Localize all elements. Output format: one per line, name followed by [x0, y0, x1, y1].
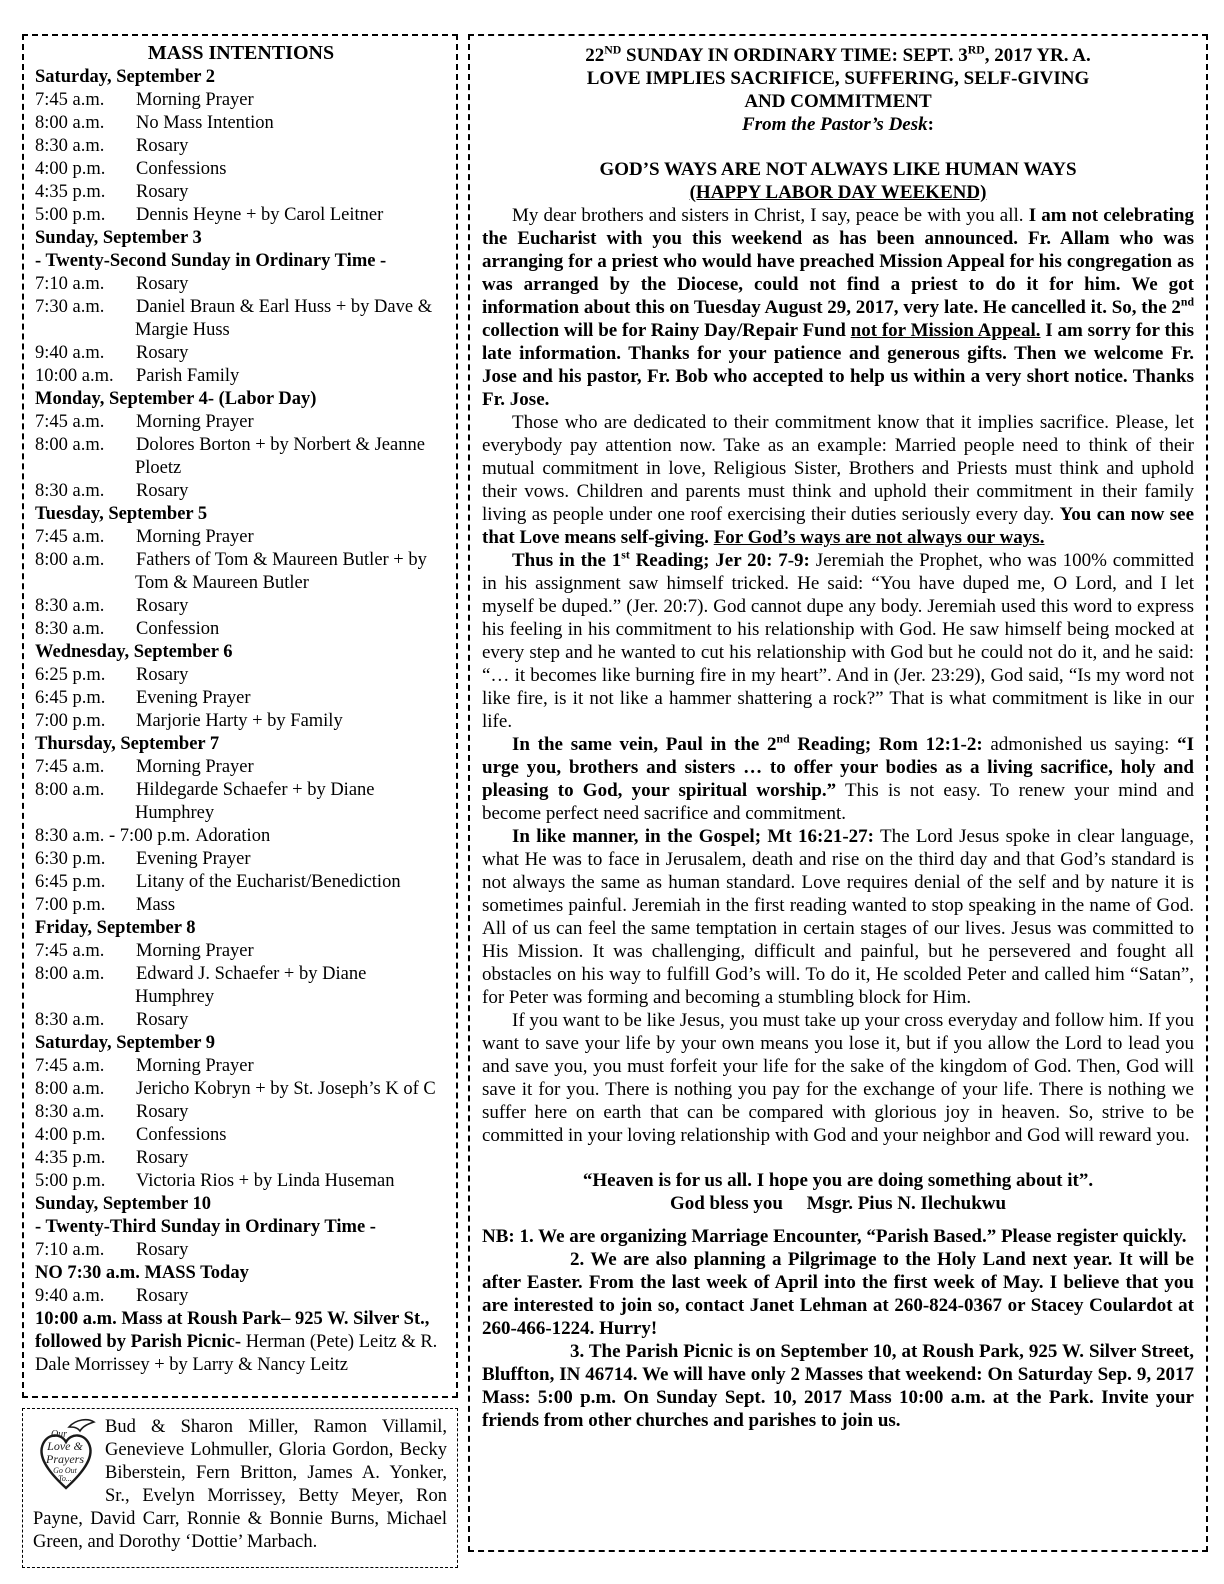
text-segment: From the Pastor’s Desk: [742, 114, 928, 135]
mass-intention-line: [35, 227, 447, 250]
mass-intention-text: Wednesday, September 6: [35, 642, 233, 662]
mass-intention-time: 7:45 a.m.: [35, 527, 105, 547]
mass-intention-time: 8:00 a.m.: [35, 780, 105, 800]
mass-intention-text: No Mass Intention: [136, 113, 274, 133]
mass-intention-time: 9:40 a.m.: [35, 1286, 105, 1306]
pastors-desk-block: [482, 158, 1194, 181]
mass-intention-text: Daniel Braun & Earl Huss + by Dave & Margie Huss: [135, 297, 433, 340]
mass-intention-time: 7:10 a.m.: [35, 1240, 105, 1260]
pastors-desk-block: [482, 181, 1194, 204]
mass-intention-line: [35, 1216, 447, 1239]
pastors-desk-rich-text: [482, 1341, 1194, 1431]
pastors-desk-block: [482, 67, 1194, 90]
mass-intention-time: 6:45 p.m.: [35, 872, 106, 892]
mass-intention-line: [35, 1055, 447, 1078]
pastors-desk-rich-text: [583, 1170, 1093, 1191]
pastors-desk-rich-text: [482, 1010, 1194, 1146]
mass-intention-text: NO 7:30 a.m. MASS Today: [35, 1263, 249, 1283]
left-column: [22, 34, 458, 1568]
mass-intention-time: 6:30 p.m.: [35, 849, 106, 869]
pastors-desk-block: [482, 1225, 1194, 1248]
pastors-desk-panel: [468, 34, 1208, 1552]
logo-text-our: Our: [50, 1429, 68, 1440]
mass-intention-text: - Twenty-Third Sunday in Ordinary Time -: [35, 1217, 376, 1237]
mass-intention-time: 8:30 a.m.: [35, 1102, 105, 1122]
mass-intention-line: [35, 756, 447, 779]
mass-intention-line: [35, 434, 447, 480]
mass-intention-line: [35, 365, 447, 388]
mass-intention-line: [35, 618, 447, 641]
mass-intention-time: 7:10 a.m.: [35, 274, 105, 294]
text-segment: The Lord Jesus spoke in clear language, what He was to face in Jerusalem, death and rise on the third day and that God’s standard is not always the same as human standard. Love requires denial of the self and by nature it is sometimes painful. Jeremiah in the first reading wanted to stop speaking in the name of God. All of us can feel the same temptation in certain stages of our lives. Jesus was committed to His Mission. It was challenging, difficult and painful, but he persevered and fought all obstacles on his way to fulfill God’s will. To do it, He scolded Peter and called him “Satan”, for Peter was forming and becoming a stumbling block for Him.: [482, 826, 1194, 1008]
mass-intention-time: 4:35 p.m.: [35, 182, 106, 202]
mass-intention-text: Jericho Kobryn + by St. Joseph’s K of C: [136, 1079, 436, 1099]
mass-intention-text: Rosary: [136, 665, 189, 685]
text-segment: 3. The Parish Picnic is on September 10, at Roush Park, 925 W. Silver Street, Bluffton, IN 46714. We will have only 2 Masses that weekend: On Saturday Sep. 9, 2017 Mass: 5:00 p.m. On Sunday Sept. 10, 2017 Mass 10:00 a.m. at the Park. Invite your friends from other churches and parishes to join us.: [482, 1341, 1194, 1431]
mass-intention-line: [35, 181, 447, 204]
mass-intention-text: Confessions: [136, 159, 227, 179]
mass-intention-time: 6:45 p.m.: [35, 688, 106, 708]
mass-intention-line: [35, 1170, 447, 1193]
mass-intention-text: Confession: [136, 619, 220, 639]
mass-intention-line: [35, 687, 447, 710]
pastors-desk-block: [482, 549, 1194, 733]
mass-intention-line: [35, 894, 447, 917]
mass-intention-text: Tuesday, September 5: [35, 504, 208, 524]
mass-intention-text: Rosary: [136, 1240, 189, 1260]
mass-intention-line: [35, 1101, 447, 1124]
text-segment: In like manner, in the Gospel; Mt 16:21-27:: [512, 826, 874, 847]
prayer-names-text: Bud & Sharon Miller, Ramon Villamil, Genevieve Lohmuller, Gloria Gordon, Becky Biberstein, Fern Britton, James A. Yonker, Sr., Evelyn Morrissey, Betty Meyer, Ron Payne, David Carr, Ronnie & Bonnie Burns, Michael Green, and Dorothy ‘Dottie’ Marbach.: [33, 1417, 447, 1552]
mass-intention-text: Rosary: [136, 1148, 189, 1168]
mass-intention-line: [35, 89, 447, 112]
text-segment: not for Mission Appeal.: [850, 320, 1041, 341]
text-segment: Reading; Jer 20: 7-9:: [629, 550, 810, 571]
mass-intention-line: [35, 526, 447, 549]
mass-intention-time: 8:30 a.m.: [35, 1010, 105, 1030]
mass-intention-text: Monday, September 4- (Labor Day): [35, 389, 317, 409]
text-segment: I am sorry for this late information. Thanks for your patience and generous gifts. Then we welcome Fr. Jose and his pastor, Fr. Bob who accepted to help us within a very short notice. Thanks Fr. Jose.: [482, 320, 1195, 410]
mass-intention-text: Saturday, September 9: [35, 1033, 216, 1053]
text-segment: 2. We are also planning a Pilgrimage to the Holy Land next year. It will be after Easter. From the last week of April into the first week of May. I believe that you are interested to join so, contact Janet Lehman at 260-824-0367 or Stacey Coulardot at 260-466-1224. Hurry!: [482, 1249, 1194, 1339]
mass-intention-text: Sunday, September 10: [35, 1194, 211, 1214]
mass-intention-time: 7:45 a.m.: [35, 412, 105, 432]
text-segment: nd: [776, 732, 790, 746]
mass-intention-line: [35, 641, 447, 664]
mass-intention-line: [35, 1124, 447, 1147]
mass-intention-line: [35, 480, 447, 503]
mass-intention-text: Hildegarde Schaefer + by Diane Humphrey: [135, 780, 375, 823]
text-segment: I am not celebrating the Eucharist with you this weekend as has been announced. Fr. Allam who was arranging for a priest who would have preached Mission Appeal for his congregation as was arranged by the Diocese, could not find a priest to do it for him. We got information about this on Tuesday August 29, 2017, very late. He cancelled it. So, the 2: [482, 205, 1194, 318]
pastors-desk-block: [482, 1169, 1194, 1192]
mass-intention-time: 8:00 a.m.: [35, 550, 105, 570]
text-segment: ND: [604, 43, 622, 57]
mass-intention-line: [35, 733, 447, 756]
pastors-desk-rich-text: [599, 159, 1076, 180]
mass-intention-time: 6:25 p.m.: [35, 665, 106, 685]
text-segment: In the same vein, Paul in the 2: [512, 734, 777, 755]
mass-intention-line: [35, 1009, 447, 1032]
mass-intention-time: 7:30 a.m.: [35, 297, 105, 317]
text-segment: If you want to be like Jesus, you must take up your cross everyday and follow him. If you want to save your life by your own means you lose it, but if you allow the Lord to lead you and save you, you must forfeit your life for the sake of the kingdom of God. Then, God will save it for you. There is nothing you pay for the exchange of your life. There is nothing we suffer here on earth that can be compared with glorious joy in heaven. So, strive to be committed in your loving relationship with God and your neighbor and God will reward you.: [482, 1010, 1194, 1146]
mass-intention-text: Dolores Borton + by Norbert & Jeanne Ploetz: [135, 435, 425, 478]
mass-intention-time: 4:35 p.m.: [35, 1148, 106, 1168]
mass-intention-line: [35, 917, 447, 940]
mass-intention-rich-text: [35, 1309, 437, 1375]
pastors-desk-rich-text: [482, 205, 1194, 410]
mass-intention-text: Adoration: [195, 826, 271, 846]
text-segment: Herman (Pete) Leitz & R. Dale Morrissey + by Larry & Nancy Leitz: [35, 1332, 438, 1375]
pastors-desk-rich-text: [585, 45, 1090, 66]
pastors-desk-block: [482, 44, 1194, 67]
dove-swoosh-icon: [69, 1420, 94, 1431]
mass-intention-text: Rosary: [136, 481, 189, 501]
logo-text-prayers: Prayers: [46, 1452, 84, 1466]
mass-intention-line: [35, 388, 447, 411]
text-segment: My dear brothers and sisters in Christ, I say, peace be with you all.: [512, 205, 1029, 226]
mass-intention-line: [35, 1032, 447, 1055]
mass-intention-text: Rosary: [136, 1102, 189, 1122]
mass-intention-text: Parish Family: [136, 366, 240, 386]
text-segment: nd: [1180, 295, 1194, 309]
mass-intention-line: [35, 1193, 447, 1216]
mass-intention-text: Mass: [136, 895, 176, 915]
mass-intention-time: 7:00 p.m.: [35, 895, 106, 915]
mass-intention-time: 10:00 a.m.: [35, 366, 114, 386]
mass-intention-time: 8:30 a.m.: [35, 481, 105, 501]
pastors-desk-rich-text: [482, 550, 1194, 732]
mass-intention-line: [35, 940, 447, 963]
mass-intention-text: Rosary: [136, 274, 189, 294]
mass-intention-text: - Twenty-Second Sunday in Ordinary Time -: [35, 251, 387, 271]
text-segment: LOVE IMPLIES SACRIFICE, SUFFERING, SELF-GIVING: [586, 68, 1090, 89]
text-segment: Those who are dedicated to their commitment know that it implies sacrifice. Please, let everybody pay attention now. Take as an example: Married people need to think of their mutual commitment in love, Religious Sister, Brothers and Priests must think and uphold their vows. Children and parents must think and uphold their commitment in their family living as people under one roof exercising their duties seriously every day.: [482, 412, 1194, 525]
logo-text-love: Love &: [47, 1439, 83, 1453]
mass-intention-text: Rosary: [136, 1010, 189, 1030]
pastors-desk-rich-text: [482, 1249, 1194, 1339]
mass-intention-time: 5:00 p.m.: [35, 1171, 106, 1191]
text-segment: 10:00 a.m. Mass at Roush Park– 925 W. Silver St., followed by Parish Picnic-: [35, 1309, 430, 1352]
mass-intention-text: Litany of the Eucharist/Benediction: [136, 872, 401, 892]
mass-intention-time: 4:00 p.m.: [35, 1125, 106, 1145]
mass-intention-line: [35, 273, 447, 296]
pastors-desk-block: [482, 1009, 1194, 1147]
mass-intention-text: Rosary: [136, 596, 189, 616]
mass-intention-time: 4:00 p.m.: [35, 159, 106, 179]
mass-intention-time: 7:45 a.m.: [35, 1056, 105, 1076]
mass-intention-line: [35, 825, 447, 848]
pastors-desk-block: [482, 1192, 1194, 1215]
text-segment: Thus in the 1: [512, 550, 622, 571]
mass-intention-line: [35, 66, 447, 89]
mass-intention-line: [35, 1147, 447, 1170]
mass-intention-time: 9:40 a.m.: [35, 343, 105, 363]
mass-intention-time: 8:30 a.m.: [35, 136, 105, 156]
text-segment: AND COMMITMENT: [744, 91, 932, 112]
mass-intention-text: Victoria Rios + by Linda Huseman: [136, 1171, 395, 1191]
pastors-desk-rich-text: [742, 114, 934, 135]
pastors-desk-block: [482, 1215, 1194, 1225]
text-segment: Jeremiah the Prophet, who was 100% committed in his assignment saw himself tricked. He said: “You have duped me, O Lord, and I let myself be duped.” (Jer. 20:7). God cannot dupe any body. Jeremiah used this word to express his feeling in his commitment to his relationship with God. He saw himself being mocked at every step and he wanted to cut his relationship with God but he could not do it, and he said: “… it becomes like burning fire in my heart”. And in (Jer. 23:29), God said, “Is my word not like fire, is it not like a hammer shattering a rock?” That is what commitment is like in our life.: [482, 550, 1194, 732]
text-segment: Reading; Rom 12:1-2:: [789, 734, 983, 755]
mass-intention-text: Evening Prayer: [136, 849, 251, 869]
text-segment: , 2017 YR. A.: [984, 45, 1091, 66]
text-segment: st: [621, 548, 630, 562]
pastors-desk-block: [482, 136, 1194, 158]
text-segment: SUNDAY IN ORDINARY TIME: SEPT. 3: [621, 45, 968, 66]
mass-intention-line: [35, 342, 447, 365]
pastors-desk-block: [482, 90, 1194, 113]
pastors-desk-block: [482, 204, 1194, 411]
mass-intention-text: Confessions: [136, 1125, 227, 1145]
mass-intention-line: [35, 204, 447, 227]
mass-intention-time: 8:00 a.m.: [35, 964, 105, 984]
mass-intentions-title: MASS INTENTIONS: [147, 42, 335, 64]
mass-intention-text: Morning Prayer: [136, 90, 254, 110]
mass-intention-text: Thursday, September 7: [35, 734, 220, 754]
pastors-desk-rich-text: [482, 1226, 1187, 1247]
mass-intention-line: [35, 158, 447, 181]
mass-intention-text: Rosary: [136, 343, 189, 363]
pastors-desk-rich-text: [670, 1193, 1006, 1214]
text-segment: :: [927, 114, 934, 135]
mass-intention-text: Fathers of Tom & Maureen Butler + by Tom & Maureen Butler: [135, 550, 427, 593]
pastors-desk-rich-text: [482, 412, 1194, 548]
mass-intention-time: 8:30 a.m.: [35, 619, 105, 639]
mass-intention-text: Marjorie Harty + by Family: [136, 711, 343, 731]
text-segment: “Heaven is for us all. I hope you are doing something about it”.: [582, 1170, 1094, 1191]
mass-intention-line: [35, 1285, 447, 1308]
pastors-desk-block: [482, 1248, 1194, 1340]
mass-intention-text: Sunday, September 3: [35, 228, 202, 248]
mass-intention-text: Morning Prayer: [136, 1056, 254, 1076]
text-segment: God bless you Msgr. Pius N. Ilechukwu: [669, 1193, 1007, 1214]
text-segment: RD: [967, 43, 985, 57]
mass-intention-text: Morning Prayer: [136, 527, 254, 547]
pastors-desk-rich-text: [587, 68, 1090, 89]
mass-intention-time: 8:30 a.m.: [35, 596, 105, 616]
mass-intention-line: [35, 549, 447, 595]
mass-intention-text: Friday, September 8: [35, 918, 196, 938]
mass-intention-line: [35, 710, 447, 733]
mass-intention-line: [35, 135, 447, 158]
text-segment: For God’s ways are not always our ways.: [713, 527, 1045, 548]
pastors-desk-rich-text: [690, 182, 987, 203]
text-segment: You can now see that Love means self-giving.: [482, 504, 1195, 548]
pastors-desk-rich-text: [482, 734, 1194, 824]
mass-intention-line: [35, 848, 447, 871]
mass-intention-line: [35, 871, 447, 894]
pastors-desk-block: [482, 825, 1194, 1009]
mass-intention-time: 8:00 a.m.: [35, 435, 105, 455]
love-and-prayers-heart-logo: [33, 1417, 97, 1493]
mass-intention-line: [35, 1262, 447, 1285]
pastors-desk-block: [482, 1147, 1194, 1169]
mass-intention-time: 7:00 p.m.: [35, 711, 106, 731]
logo-text-go-out: Go Out: [53, 1466, 77, 1475]
mass-intention-text: Evening Prayer: [136, 688, 251, 708]
text-segment: 22: [585, 45, 605, 66]
pastors-desk-block: [482, 113, 1194, 136]
mass-intention-time: 7:45 a.m.: [35, 941, 105, 961]
mass-intention-line: [35, 779, 447, 825]
mass-intention-line: [35, 250, 447, 273]
mass-intention-line: [35, 595, 447, 618]
mass-intention-text: Rosary: [136, 136, 189, 156]
text-segment: GOD’S WAYS ARE NOT ALWAYS LIKE HUMAN WAYS: [599, 159, 1077, 180]
mass-intention-text: Rosary: [136, 182, 189, 202]
mass-intention-text: Edward J. Schaefer + by Diane Humphrey: [135, 964, 367, 1007]
right-column: [468, 34, 1208, 1552]
mass-intention-line: [35, 664, 447, 687]
mass-intention-line: [35, 1078, 447, 1101]
pastors-desk-block: [482, 1340, 1194, 1432]
logo-text-to: To...: [58, 1474, 72, 1483]
mass-intention-time: 8:30 a.m. - 7:00 p.m.: [35, 826, 191, 846]
mass-intentions-panel: [22, 34, 458, 1398]
text-segment: “I urge you, brothers and sisters … to offer your bodies as a living sacrifice, holy and pleasing to God, your spiritual worship.”: [482, 734, 1194, 801]
mass-intentions-list: [35, 66, 447, 1377]
pastors-desk-rich-text: [744, 91, 931, 112]
mass-intention-line: [35, 503, 447, 526]
mass-intention-text: Morning Prayer: [136, 941, 254, 961]
mass-intention-line: [35, 411, 447, 434]
text-segment: NB: 1. We are organizing Marriage Encounter, “Parish Based.” Please register quickly.: [482, 1226, 1187, 1247]
mass-intention-text: Dennis Heyne + by Carol Leitner: [136, 205, 384, 225]
text-segment: (HAPPY LABOR DAY WEEKEND): [689, 182, 987, 203]
mass-intention-time: 8:00 a.m.: [35, 113, 105, 133]
text-segment: collection will be for Rainy Day/Repair Fund: [482, 320, 851, 341]
mass-intention-line: [35, 1308, 447, 1377]
pastors-desk-block: [482, 733, 1194, 825]
mass-intention-time: 8:00 a.m.: [35, 1079, 105, 1099]
pastors-desk-rich-text: [482, 826, 1194, 1008]
mass-intention-time: 5:00 p.m.: [35, 205, 106, 225]
mass-intention-text: Rosary: [136, 1286, 189, 1306]
mass-intention-time: 7:45 a.m.: [35, 90, 105, 110]
mass-intention-line: [35, 1239, 447, 1262]
mass-intention-text: Morning Prayer: [136, 757, 254, 777]
text-segment: This is not easy. To renew your mind and become perfect need sacrifice and commitment.: [482, 780, 1194, 824]
mass-intention-line: [35, 963, 447, 1009]
prayer-list-panel: [22, 1408, 458, 1568]
mass-intention-line: [35, 296, 447, 342]
pastors-desk-block: [482, 411, 1194, 549]
mass-intention-text: Saturday, September 2: [35, 67, 216, 87]
mass-intention-line: [35, 112, 447, 135]
mass-intention-time: 7:45 a.m.: [35, 757, 105, 777]
mass-intention-text: Morning Prayer: [136, 412, 254, 432]
text-segment: admonished us saying:: [982, 734, 1178, 755]
